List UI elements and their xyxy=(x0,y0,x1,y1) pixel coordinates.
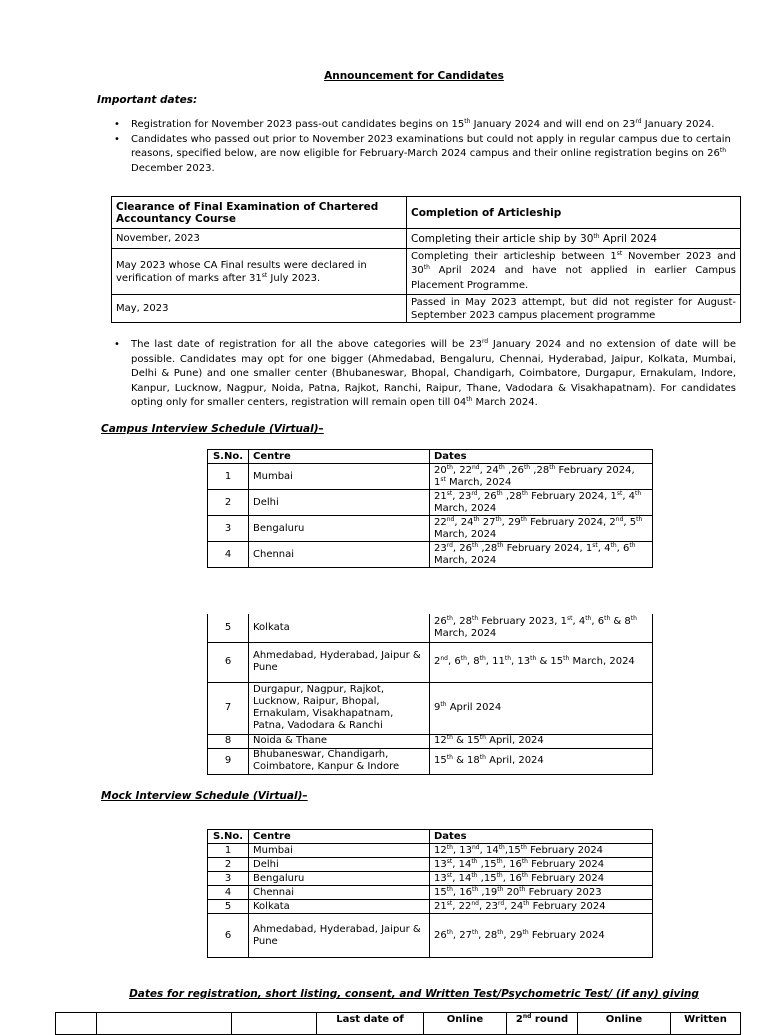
sno-cell: 4 xyxy=(208,886,249,900)
centre-cell: Chennai xyxy=(249,886,430,900)
intro-bullet-2: • Candidates who passed out prior to November 2023 examinations but could not apply in regular campus due to certain reasons, specified below, are now eligible for February-March 2024 campus and their online registration begins on 26th December 2023. xyxy=(114,133,736,177)
eligibility-cell: Completing their article ship by 30th April 2024 xyxy=(407,229,741,249)
table-row xyxy=(208,858,653,872)
sno-cell: 3 xyxy=(208,872,249,886)
table-row xyxy=(208,642,653,682)
centre-cell: Mumbai xyxy=(249,844,430,858)
centre-cell: Ahmedabad, Hyderabad, Jaipur & Pune xyxy=(249,642,430,682)
bottom-header-cell: 2nd round xyxy=(507,1013,578,1035)
centre-cell: Bengaluru xyxy=(249,872,430,886)
dates-cell: 21st, 22nd, 23rd, 24th February 2024 xyxy=(430,900,653,914)
eligibility-cell: Passed in May 2023 attempt, but did not register for August-September 2023 campus placement programme xyxy=(407,295,741,323)
sno-cell: 6 xyxy=(208,914,249,958)
dates-cell: 23rd, 26th ,28th February 2024, 1st, 4th, 6th March, 2024 xyxy=(430,542,653,568)
column-header-centre: Centre xyxy=(249,450,430,464)
registration-dates-heading: Dates for registration, short listing, consent, and Written Test/Psychometric Test/ (if any) giving xyxy=(129,988,699,1000)
sno-cell: 1 xyxy=(208,844,249,858)
column-header-dates: Dates xyxy=(430,450,653,464)
eligibility-cell: November, 2023 xyxy=(112,229,407,249)
table-row xyxy=(208,516,653,542)
sno-cell: 5 xyxy=(208,900,249,914)
table-row xyxy=(208,464,653,490)
dates-cell: 21st, 23rd, 26th ,28th February 2024, 1st, 4th March, 2024 xyxy=(430,490,653,516)
dates-cell: 12th, 13nd, 14th,15th February 2024 xyxy=(430,844,653,858)
dates-cell: 12th & 15th April, 2024 xyxy=(430,734,653,748)
important-dates-heading: Important dates: xyxy=(97,94,198,106)
dates-cell: 15th, 16th ,19th 20th February 2023 xyxy=(430,886,653,900)
centre-cell: Bengaluru xyxy=(249,516,430,542)
centre-cell: Delhi xyxy=(249,490,430,516)
bottom-header-cell: Last date of xyxy=(317,1013,424,1035)
sno-cell: 6 xyxy=(208,642,249,682)
dates-cell: 20th, 22nd, 24th ,26th ,28th February 2024, 1st March, 2024 xyxy=(430,464,653,490)
column-header-dates: Dates xyxy=(430,830,653,844)
column-header-sno: S.No. xyxy=(208,830,249,844)
eligibility-cell: May 2023 whose CA Final results were declared in verification of marks after 31st July 2023. xyxy=(112,249,407,295)
centre-cell: Kolkata xyxy=(249,900,430,914)
campus-schedule-table-1 xyxy=(207,449,653,568)
centre-cell: Chennai xyxy=(249,542,430,568)
dates-cell: 13st, 14th ,15th, 16th February 2024 xyxy=(430,872,653,886)
table-row xyxy=(208,614,653,642)
dates-cell: 15th & 18th April, 2024 xyxy=(430,748,653,774)
sno-cell: 1 xyxy=(208,464,249,490)
table-row xyxy=(208,872,653,886)
centre-cell: Mumbai xyxy=(249,464,430,490)
bottom-header-cell: Written xyxy=(671,1013,741,1035)
sno-cell: 4 xyxy=(208,542,249,568)
eligibility-table xyxy=(111,196,741,323)
sno-cell: 8 xyxy=(208,734,249,748)
bottom-header-cell: Online xyxy=(424,1013,507,1035)
sno-cell: 2 xyxy=(208,858,249,872)
registration-bullet: • The last date of registration for all the above categories will be 23rd January 2024 and no extension of date will be possible. Candidates may opt for one bigger (Ahmedabad, Bengaluru, Chennai, Hyderabad, Jaipur, Kolkata, Mumbai, Delhi & Pune) and one smaller center (Bhubaneswar, Bhopal, Chandigarh, Coimbatore, Durgapur, Ernakulam, Indore, Kanpur, Lucknow, Nagpur, Noida, Patna, Rajkot, Ranchi, Raipur, Thane, Vadodara & Visakhapatnam). For candidates opting only for smaller centers, registration will remain open till 04th March 2024. xyxy=(114,338,736,411)
centre-cell: Durgapur, Nagpur, Rajkot, Lucknow, Raipur, Bhopal, Ernakulam, Visakhapatnam, Patna, Vadodara & Ranchi xyxy=(249,682,430,734)
dates-cell: 2nd, 6th, 8th, 11th, 13th & 15th March, 2024 xyxy=(430,642,653,682)
centre-cell: Noida & Thane xyxy=(249,734,430,748)
sno-cell: 2 xyxy=(208,490,249,516)
dates-cell: 9th April 2024 xyxy=(430,682,653,734)
sno-cell: 7 xyxy=(208,682,249,734)
dates-cell: 22nd, 24th 27th, 29th February 2024, 2nd, 5th March, 2024 xyxy=(430,516,653,542)
campus-schedule-heading: Campus Interview Schedule (Virtual)– xyxy=(101,423,324,435)
eligibility-cell: May, 2023 xyxy=(112,295,407,323)
table-row xyxy=(208,748,653,774)
table-row xyxy=(208,914,653,958)
bottom-header-cell: Online xyxy=(578,1013,671,1035)
centre-cell: Delhi xyxy=(249,858,430,872)
dates-cell: 26th, 27th, 28th, 29th February 2024 xyxy=(430,914,653,958)
page-title: Announcement for Candidates xyxy=(324,70,504,82)
table-row xyxy=(208,542,653,568)
table-row xyxy=(208,490,653,516)
registration-bullet-list xyxy=(114,338,736,411)
table-row xyxy=(208,844,653,858)
table-row xyxy=(208,886,653,900)
sno-cell: 3 xyxy=(208,516,249,542)
eligibility-cell: Completing their articleship between 1st November 2023 and 30th April 2024 and have not applied in earlier Campus Placement Programme. xyxy=(407,249,741,295)
intro-bullet-1: • Registration for November 2023 pass-out candidates begins on 15th January 2024 and will end on 23rd January 2024. xyxy=(114,118,736,133)
column-header-centre: Centre xyxy=(249,830,430,844)
centre-cell: Bhubaneswar, Chandigarh, Coimbatore, Kanpur & Indore xyxy=(249,748,430,774)
sno-cell: 9 xyxy=(208,748,249,774)
centre-cell: Kolkata xyxy=(249,614,430,642)
sno-cell: 5 xyxy=(208,614,249,642)
campus-schedule-table-2 xyxy=(207,614,653,775)
eligibility-header-articleship: Completion of Articleship xyxy=(407,197,741,229)
mock-schedule-table xyxy=(207,829,653,958)
intro-bullet-list xyxy=(114,118,736,176)
table-row xyxy=(208,682,653,734)
dates-cell: 13st, 14th ,15th, 16th February 2024 xyxy=(430,858,653,872)
dates-cell: 26th, 28th February 2023, 1st, 4th, 6th & 8th March, 2024 xyxy=(430,614,653,642)
mock-schedule-heading: Mock Interview Schedule (Virtual)– xyxy=(101,790,308,802)
eligibility-header-clearance: Clearance of Final Examination of Chartered Accountancy Course xyxy=(112,197,407,229)
centre-cell: Ahmedabad, Hyderabad, Jaipur & Pune xyxy=(249,914,430,958)
column-header-sno: S.No. xyxy=(208,450,249,464)
table-row xyxy=(208,900,653,914)
table-row xyxy=(208,734,653,748)
